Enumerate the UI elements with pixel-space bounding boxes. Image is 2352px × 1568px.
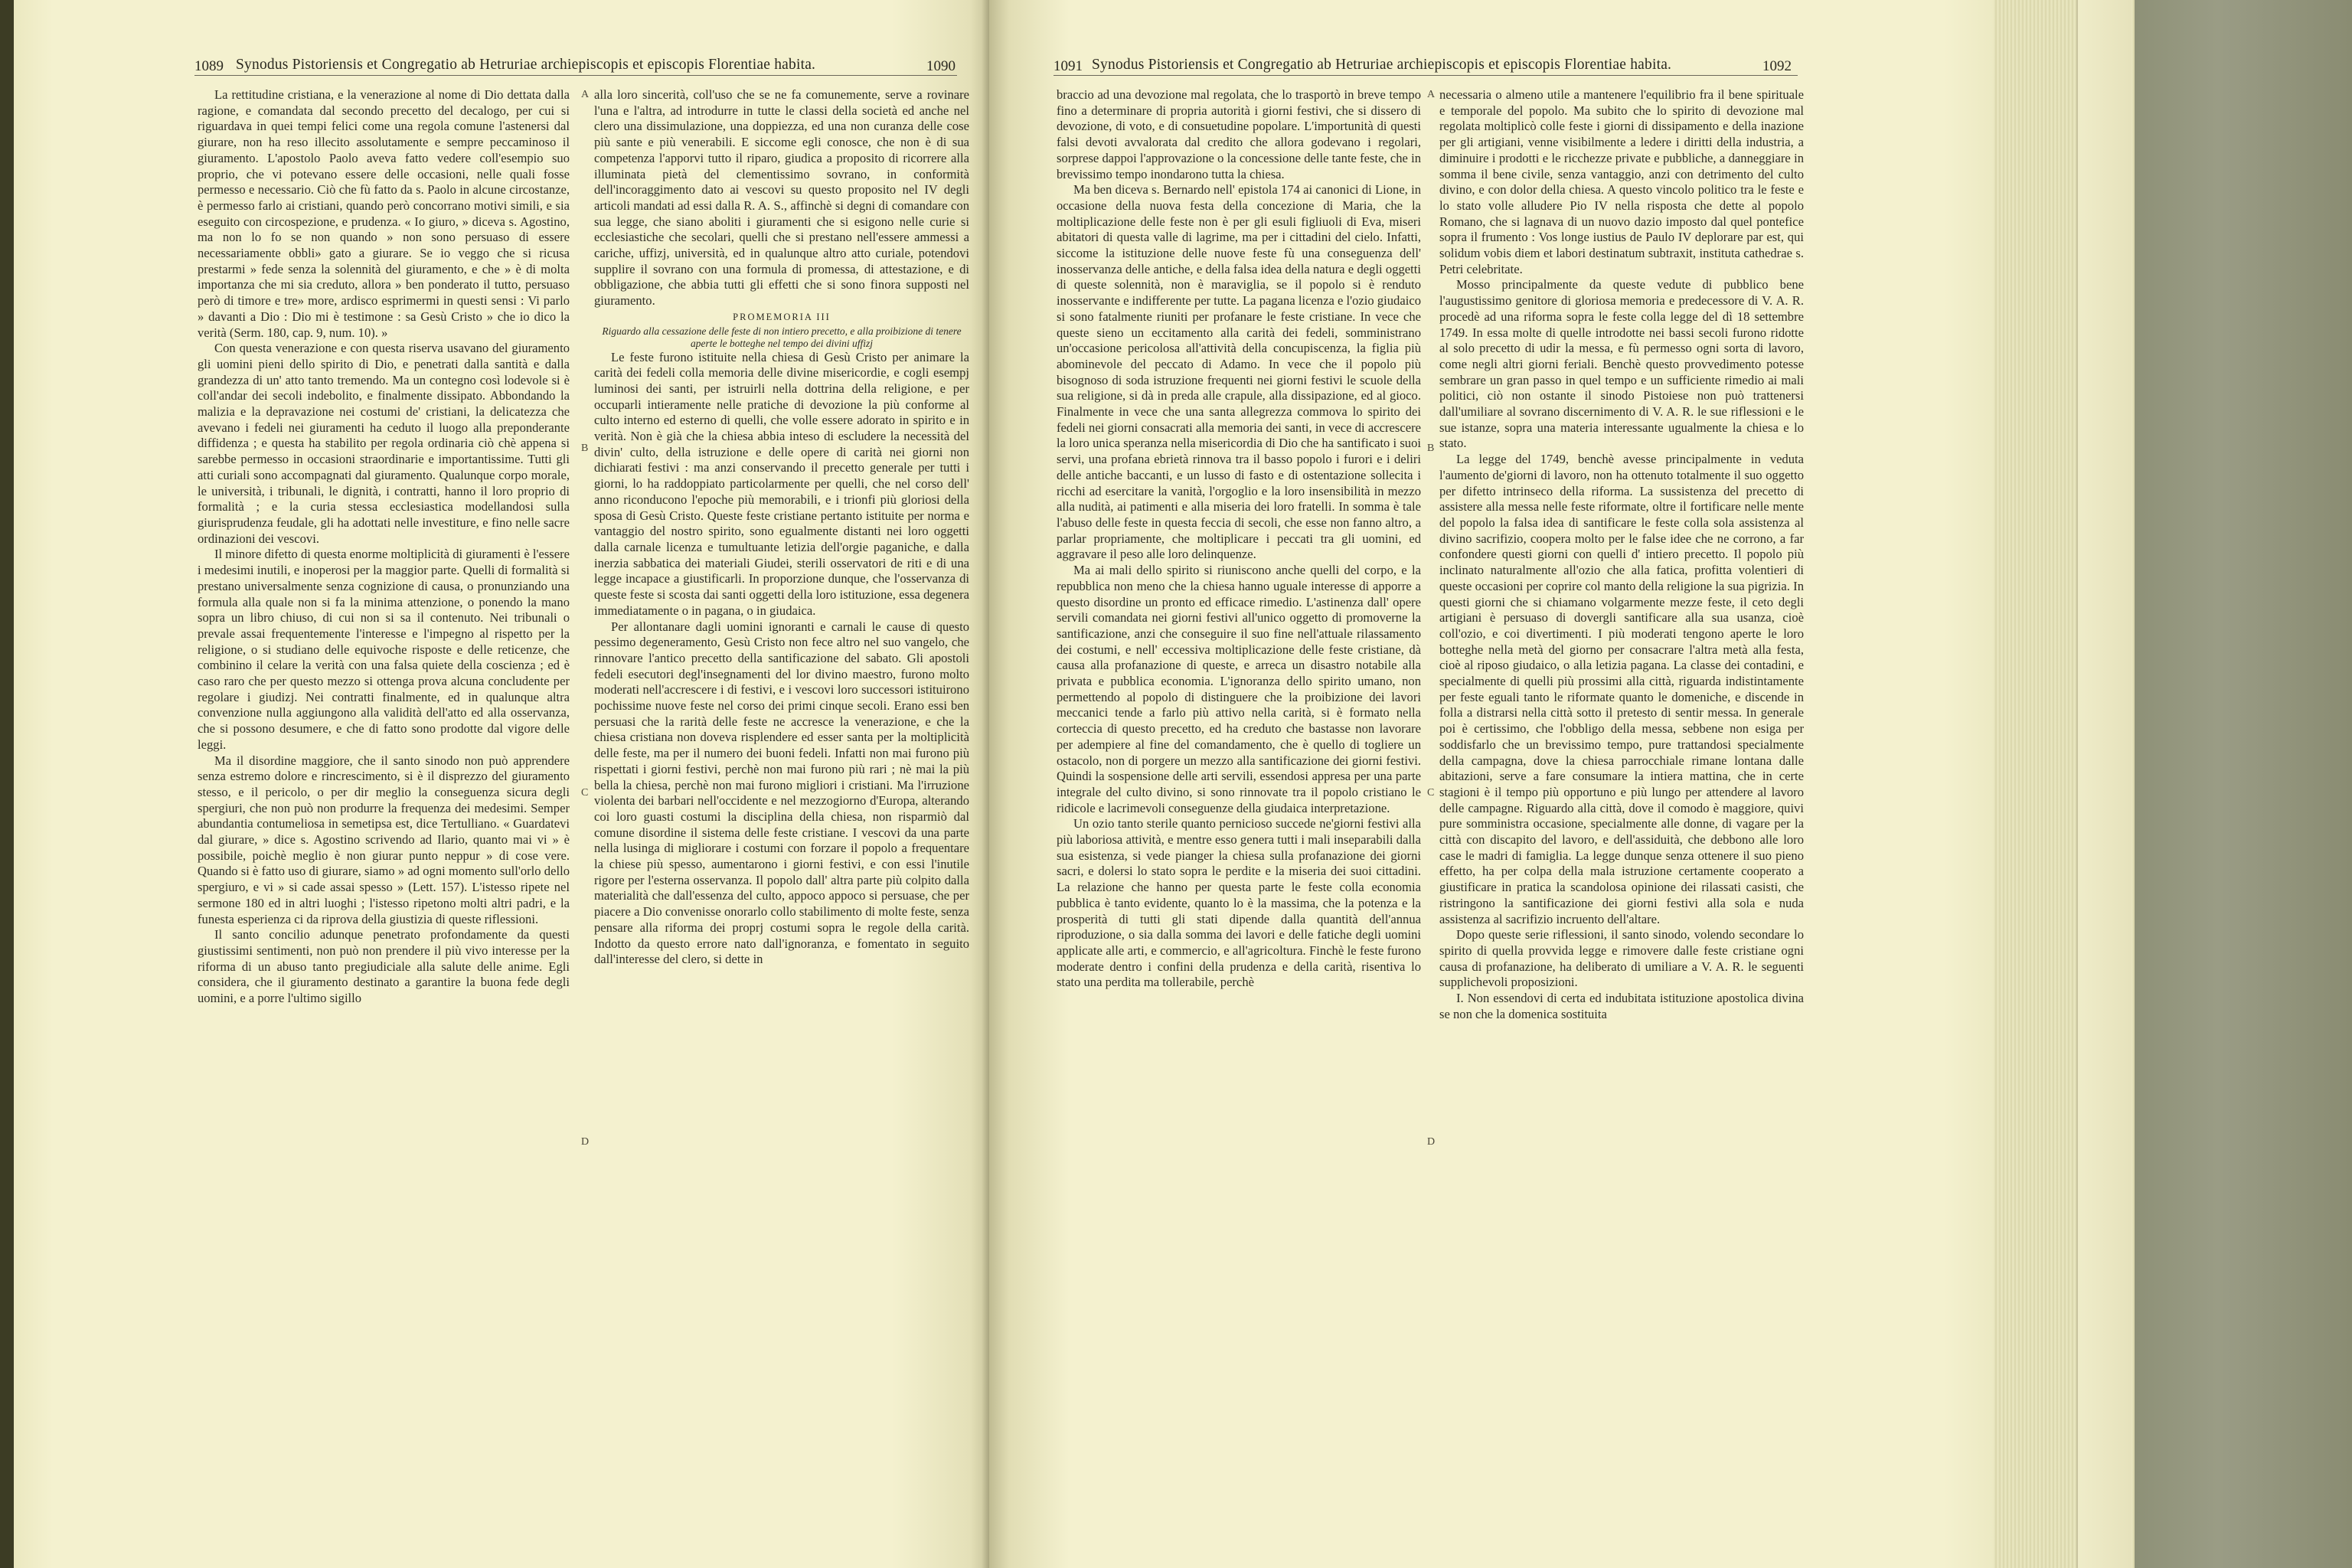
page-number: 1091: [1054, 58, 1083, 74]
margin-marker: B: [581, 443, 589, 454]
paragraph: alla loro sincerità, coll'uso che se ne fa comunemente, serve a rovinare l'una e l'altra, ad introdurre in tutte le classi della società ed anche nel clero una dissimulazione, una doppiezza, ed una non curanza delle cose più sante e più venerabili. E siccome egli conosce, che non è di sua competenza l'apporvi tutto il riparo, giudica a proposito di ricorrere alla illuminata pietà del clementissimo sovrano, in conformità dell'incoraggimento dato ai vescovi su questo proposito nel IV degli articoli mandati ad essi dalla R. A. S., affinchè si degni di comandare con sua legge, che siano aboliti i giuramenti che si esigono nelle curie si ecclesiastiche che secolari, quelli che si prestano nell'essere ammessi a cariche, uffizj, università, ed in qualunque altro atto curiale, potendovi supplire il sovrano con una formula di promessa, di attestazione, e di obbligazione, che abbia tutti gli effetti che si sono finora supposti nel giuramento.: [594, 87, 969, 309]
page-number: 1092: [1762, 58, 1792, 74]
margin-marker: D: [581, 1136, 590, 1148]
paragraph: La rettitudine cristiana, e la venerazione al nome di Dio dettata dalla ragione, e comandata dal secondo precetto del decalogo, per cui si riguardava in quei tempi felici come una regola comune l'astenersi dal giurare, non ha reso illecito assolutamente e sempre peccaminoso il giuramento. L'apostolo Paolo aveva fatto vedere coll'esempio suo proprio, che vi potevano essere delle occasioni, nelle quali fosse permesso e necessario. Ciò che fù fatto da s. Paolo in alcune circostanze, è permesso farlo ai cristiani, quando però concorrano motivi simili, e sia eseguito con circospezione, e prudenza. « Io giuro, » diceva s. Agostino, ma non lo fo se non quando » non sono persuaso di essere necessariamente obbli» gato a giurare. Se io veggo che si ricusa prestarmi » fede senza la solennità del giuramento, e che » è di molta importanza che mi sia creduto, allora » ben ponderato il tutto, persuaso però di timore e tre» more, ardisco esprimermi in questi sensi : Vi parlo » davanti a Dio : Dio mi è testimone : sa Gesù Cristo » che io dico la verità (Serm. 180, cap. 9, num. 10). »: [198, 87, 570, 340]
paragraph: I. Non essendovi di certa ed indubitata istituzione apostolica divina se non che la domenica sostituita: [1439, 991, 1804, 1021]
background-right: [2128, 0, 2352, 1568]
running-head: Synodus Pistoriensis et Congregatio ab Hetruriae archiepiscopis et episcopis Florentiae habita.: [1092, 57, 1672, 73]
paragraph: La legge del 1749, benchè avesse principalmente in veduta l'aumento de'giorni di lavoro, non ha ottenuto totalmente il suo oggetto per difetto intrinseco della riforma. La sussistenza del precetto di assistere alla messa nelle feste riformate, oltre il fortificare nelle mente del popolo la falsa idea di santificare le feste colla sola assistenza al divino sacrifizio, coopera molto per le false idee che ne corrono, a far confondere questi giorni con quelli d' intiero precetto. Il popolo più inclinato naturalmente all'ozio che alla fatica, profitta volentieri di queste occasioni per coprire col manto della religione la sua pigrizia. In questi giorni che si chiamano volgarmente mezze feste, il ceto degli artigiani è persuaso di dovergli santificare alla sua usanza, cioè coll'ozio, e coi divertimenti. I più moderati tengono aperte le loro botteghe nella metà del giorno per consacrare l'altra metà alla festa, cioè al riposo giudaico, o alla letizia pagana. La classe dei contadini, e specialmente di quelli più prossimi alla città, riguarda indistintamente per feste eguali tanto le riformate quanto le domeniche, e discende in folla a distrarsi nella città sotto il pretesto di sentir messa. In generale poi è certissimo, che l'obbligo della messa, sebbene non esiga per soddisfarlo che un brevissimo tempo, pure trattandosi specialmente della campagna, dove la chiesa parrocchiale rimane lontana dalle abitazioni, serve a fare consumare la intiera mattina, che in certe stagioni è il tempo più opportuno e più lungo per attendere al lavoro delle campagne. Riguardo alla città, dove il comodo è maggiore, quivi pure somministra occasione, specialmente alle donne, di vagare per la città con discapito del lavoro, e dell'assiduità, che debbono alle loro case le madri di famiglia. La legge dunque senza ottenere il suo pieno effetto, ha per colpa della mala istruzione certamente cooperato a giustificare in pratica la scandolosa opinione dei rilassati casisti, che ristringono la santificazione dei giorni festivi alla sola e nuda assistenza al sacrifizio incruento dell'altare.: [1439, 452, 1804, 926]
page-number: 1089: [194, 58, 224, 74]
paragraph: Per allontanare dagli uomini ignoranti e carnali le cause di questo pessimo degeneramento, Gesù Cristo non fece altro nel suo vangelo, che rinnovare l'antico precetto della santificazione del sabato. Gli apostoli fedeli esecutori degl'insegnamenti del lor divino maestro, furono molto moderati nell'accrescere i di festivi, e i vescovi loro successori istituirono pochissime nuove feste nel corso dei primi cinque secoli. Erano essi ben persuasi che la rarità delle feste ne accresce la venerazione, e che la chiesa cristiana non doveva risplendere ed esser santa per la moltiplicità delle feste, ma per il numero dei buoni fedeli. Infatti non mai furono più rispettati i giorni festivi, perchè non mai furono più rari ; nè mai la più bella la chiesa, perchè non mai furono migliori i cristiani. Ma l'irruzione violenta dei barbari nell'occidente e nel mezzogiorno d'Europa, alterando coi loro guasti costumi la disciplina della chiesa, non risparmiò dal comune disordine il sistema delle feste cristiane. I vescovi da una parte nella lusinga di migliorare i costumi con forzare il popolo a frequentare la chiese più spesso, aumentarono i giorni festivi, e con essi l'inutile rigore per l'esterna osservanza. Il popolo dall' altra parte più colpito dalla materialità che dall'essenza del culto, appoco appoco si persuase, che per piacere a Dio convenisse onorarlo collo stabilimento di molte feste, senza pensare alla riforma dei proprj costumi sopra le regole della carità. Indotto da questo errore nato dall'ignoranza, e fomentato in seguito dall'interesse del clero, si dette in: [594, 619, 969, 967]
page-number: 1090: [926, 58, 956, 74]
header-rule: [1054, 75, 1798, 76]
header-rule: [194, 75, 957, 76]
running-head: Synodus Pistoriensis et Congregatio ab Hetruriae archiepiscopis et episcopis Florentiae habita.: [236, 57, 816, 73]
column-d: [1439, 87, 1804, 1022]
paragraph: Ma ai mali dello spirito si riuniscono anche quelli del corpo, e la repubblica non meno che la chiesa hanno uguale interesse di apporre a questo disordine un pronto ed efficace rimedio. L'astinenza dall' opere servili comandata nei giorni festivi all'unico oggetto di promoverne la santificazione, anzi che conseguire il suo fine nell'attuale rilassamento dei costumi, e nell' eccessiva moltiplicazione delle feste cristiane, dà causa alla profanazione di queste, e arreca un disastro notabile alla privata e pubblica economia. L'ignoranza dello spirito umano, non permettendo al popolo di distinguere che la proibizione dei lavori meccanici tende a farlo più attivo nella carità, si è formato nella corteccia di questo precetto, ed ha creduto che bastasse non lavorare per adempiere al fine del comandamento, che è quello di togliere un ostacolo, non di porgere un mezzo alla santificazione dei giorni festivi. Quindi la sospensione delle arti servili, essendosi appresa per una parte integrale del culto divino, si sono rinnovate tra il popolo cristiano le ridicole e lacrimevoli conseguenze della giudaica interpretazione.: [1057, 563, 1421, 815]
margin-marker: A: [1427, 89, 1436, 100]
column-b: [594, 87, 969, 968]
paragraph: Le feste furono istituite nella chiesa di Gesù Cristo per animare la carità dei fedeli colla memoria delle divine misericordie, e cogli esempj luminosi dei santi, per istruirli nella dottrina della religione, e per occuparli intieramente nelle pratiche di devozione la più conforme al culto interno ed esterno di quelli, che volle essere adorato in spirito e in verità. Non è già che la chiesa abbia inteso di escludere la necessità del divin' culto, della istruzione e delle opere di carità nei giorni non dichiarati festivi : ma anzi conservando il precetto generale per tutti i giorni, lo ha raddoppiato particolarmente per quelli, che nel corso dell' anno riconducono l'epoche più memorabili, e i trionfi più gloriosi della sposa di Gesù Cristo. Queste feste cristiane pertanto istituite per norma e vantaggio del nostro spirito, sono egualmente distanti nei loro oggetti dalla carnale licenza e tumultuante letizia dell'orgie paganiche, e dalla inerzia sabbatica dei materiali Giudei, sterili osservatori de riti e di una legge incapace a giustificarli. In proporzione dunque, che l'osservanza di queste feste si scosta dai santi oggetti della loro istituzione, essa degenera immediatamente o in pagana, o in giudaica.: [594, 349, 969, 618]
margin-marker: C: [1427, 787, 1435, 799]
column-c: [1057, 87, 1421, 991]
margin-marker: D: [1427, 1136, 1436, 1148]
paragraph: Il santo concilio adunque penetrato profondamente da questi giustissimi sentimenti, non può non prendere il più vivo interesse per la riforma di un abuso tanto pregiudiciale alla salute delle anime. Egli considera, che il giuramento destinato a garantire la buona fede degli uomini, e a porre l'ultimo sigillo: [198, 927, 570, 1006]
memo-subtitle: Riguardo alla cessazione delle feste di non intiero precetto, e alla proibizione di tenere aperte le botteghe nel tempo dei divini uffizj: [602, 325, 962, 349]
paragraph: necessaria o almeno utile a mantenere l'equilibrio fra il bene spirituale e temporale del popolo. Ma subito che lo spirito di devozione mal regolata moltiplicò colle feste i giorni di dissipamento e della inazione per gli artigiani, venne visibilmente a ledere i diritti della industria, a diminuire i prodotti e le ricchezze private e pubbliche, a danneggiare in somma il bene civile, senza vantaggio, anzi con detrimento del culto divino, e con dolor della chiesa. A questo vincolo politico tra le feste e lo stato volle alludere Pio IV nella risposta che dette al popolo Romano, che si lagnava di un nuovo dazio imposto dal quel pontefice sopra il frumento : Vos longe iustius de Paulo IV deplorare par est, qui solidum vobis diem et labori destinatum subtraxit, instituta cathedrae s. Petri celebritate.: [1439, 87, 1804, 276]
paragraph: Con questa venerazione e con questa riserva usavano del giuramento gli uomini pieni dello spirito di Dio, e penetrati dalla santità e dalla grandezza di un' atto tanto tremendo. Ma un contegno così lodevole si è coll'andar dei secoli indebolito, e finalmente dissipato. Abbondando la malizia e la depravazione nei costumi de' cristiani, la delicatezza che avevano i fedeli nei giuramenti ha ceduto il luogo alla preponderante diffidenza ; e questa ha stabilito per regola ordinaria ciò chè appena si sarebbe permesso in occasioni straordinarie e importantissime. Tutti gli atti curiali sono accompagnati dal giuramento. Qualunque corpo morale, le università, i tribunali, le dignità, i contratti, hanno il loro proprio di formalità ; e la curia stessa ecclesiastica modellandosi sulla giurisprudenza feudale, gli ha adottati nelle investiture, e fino nelle sacre ordinazioni dei vescovi.: [198, 341, 570, 546]
paragraph: braccio ad una devozione mal regolata, che lo trasportò in breve tempo fino a determinare di propria autorità i giorni festivi, che si dissero di devozione, di voto, e di consuetudine popolare. L'importunità di questi falsi devoti avvalorata dal credito che allora godevano i regolari, sorprese dappoi l'approvazione o la concessione delle tante feste, che in brevissimo tempo inondarono tutta la chiesa.: [1057, 87, 1421, 181]
paragraph: Ma ben diceva s. Bernardo nell' epistola 174 ai canonici di Lione, in occasione della nuova festa della concezione di Maria, che la moltiplicazione delle feste non è per gli esuli figliuoli di Eva, miseri abitatori di questa valle di lagrime, ma per i cittadini del cielo. Infatti, siccome la istituzione delle nuove feste fù una conseguenza dell' inosservanza delle antiche, e della falsa idea della natura e degli oggetti di queste solennità, non è maraviglia, se il popolo si è renduto inosservante e indifferente per tutte. La pagana licenza e l'ozio giudaico si sono fatalmente riuniti per profanare le feste cristiane. In vece che queste sieno un eccitamento alla carità dei fedeli, somministrano un'occasione pericolosa all'attività della concupiscenza, la figlia più abominevole del peccato di Adamo. In vece che il popolo più bisognoso di soda istruzione frequenti nei giorni festivi le scuole della sua religione, si dà in preda alle crapule, alla dissipazione, ed al gioco. Finalmente in vece che una santa allegrezza commova lo spirito dei fedeli nei giorni consacrati alla memoria dei santi, in vece di accrescere la loro unica speranza nella misericordia di Dio che ha santificato i suoi servi, una profana ebrietà rinnova tra il basso popolo i furori e i deliri delle antiche baccanti, e un lusso di fasto e di ostentazione sollecita i ricchi ad esercitare la vanità, l'orgoglio e la loro insensibilità in mezzo alla nudità, ai patimenti e alla miseria dei loro fratelli. In somma è tale l'abuso delle feste in questa feccia di secoli, che esse non fanno altro, a parlar propriamente, che moltiplicare i peccati tra gli uomini, ed aggravare il peso alle loro delinquenze.: [1057, 182, 1421, 562]
margin-marker: A: [581, 89, 590, 100]
column-a: [198, 87, 570, 1007]
background-left: [0, 0, 14, 1568]
paragraph: Dopo queste serie riflessioni, il santo sinodo, volendo secondare lo spirito di quella provvida legge e rimovere dalle feste cristiane ogni causa di profanazione, ha deliberato di umiliare a V. A. R. le seguenti supplichevoli proposizioni.: [1439, 927, 1804, 990]
paragraph: Mosso principalmente da queste vedute di pubblico bene l'augustissimo genitore di gloriosa memoria e predecessore di V. A. R. procedè ad una riforma sopra le feste colla legge del dì 18 settembre 1749. In essa molte di quelle introdotte nei bassi secoli furono ridotte al solo precetto di udir la messa, e fù permesso ogni sorta di lavoro, come negli altri giorni feriali. Benchè questo provvedimento potesse sembrare un gran passo in quel tempo e un sufficiente rimedio ai mali politici, ciò non ostante il sinodo Pistoiese non può trattenersi dall'umiliare al sovrano discernimento di V. A. R. le sue riflessioni e le sue istanze, sopra una materia interessante ugualmente la chiesa e lo stato.: [1439, 277, 1804, 451]
paragraph: Il minore difetto di questa enorme moltiplicità di giuramenti è l'essere i medesimi inutili, e inoperosi per la maggior parte. Quelli di formalità si prestano universalmente senza cognizione di causa, o pronunziando una formula alla quale non si fa la minima attenzione, o ponendo la mano sopra un libro chiuso, di cui non si sa il contenuto. Nei tribunali o prevale assai frequentemente l'interesse e l'impegno al rispetto per la religione, o si studiano delle equivoche risposte e delle reticenze, che combinino il celare la verità con una falsa quiete della coscienza ; ed è caso raro che per questo mezzo si ottenga prova alcuna concludente per regolare i giudizj. Nei contratti finalmente, ed in qualunque altra convenzione nulla aggiungono alla validità dell'atto ed alla osservanza, che si possono desumere, e che di fatto sono prodotte dal vigore delle leggi.: [198, 547, 570, 752]
margin-marker: B: [1427, 443, 1435, 454]
right-page: [989, 0, 1994, 1568]
memo-title: PROMEMORIA III: [733, 311, 831, 322]
binding-strip: [2076, 0, 2132, 1568]
margin-marker: C: [581, 787, 589, 799]
paragraph: Ma il disordine maggiore, che il santo sinodo non può apprendere senza estremo dolore e rincrescimento, si è il disprezzo del giuramento stesso, e il pericolo, o per dir meglio la conseguenza sicura degli spergiuri, che non può non produrre la frequenza dei medesimi. Semper abundantia contumeliosa in semetipsa est, dice Tertulliano. « Guardatevi dal giurare, » dice s. Agostino scrivendo ad Ilario, quanto mai vi » è possibile, poichè meglio è non giurar punto neppur » di cose vere. Quando si è fatto uso di giurare, siamo » ad ogni momento sull'orlo dello spergiuro, e vi » si cade assai spesso » (Lett. 157). L'istesso ripete nel sermone 180 ed in altri luoghi ; l'istesso ripetono molti altri padri, e la funesta esperienza ci da riprova della giustizia di queste riflessioni.: [198, 753, 570, 926]
left-page: [14, 0, 989, 1568]
paragraph: Un ozio tanto sterile quanto pernicioso succede ne'giorni festivi alla più laboriosa attività, e mentre esso genera tutti i mali inseparabili dalla sua esistenza, si vede pianger la chiesa sulla profanazione dei giorni sacri, e dolersi lo stato sopra le perdite e la miseria dei suoi cittadini. La relazione che hanno per questa parte le feste colla economia pubblica è tanto evidente, quanto lo è la massima, che la potenza e la prosperità di tutti gli stati dipende dalla quantità dell'annua riproduzione, o sia dalla somma dei lavori e delle fatiche degli uomini applicate alle arti, e commercio, e all'agricoltura. Finchè le feste furono moderate dentro i confini della prudenza e della carità, risentiva lo stato una perdita ma tollerabile, perchè: [1057, 816, 1421, 990]
